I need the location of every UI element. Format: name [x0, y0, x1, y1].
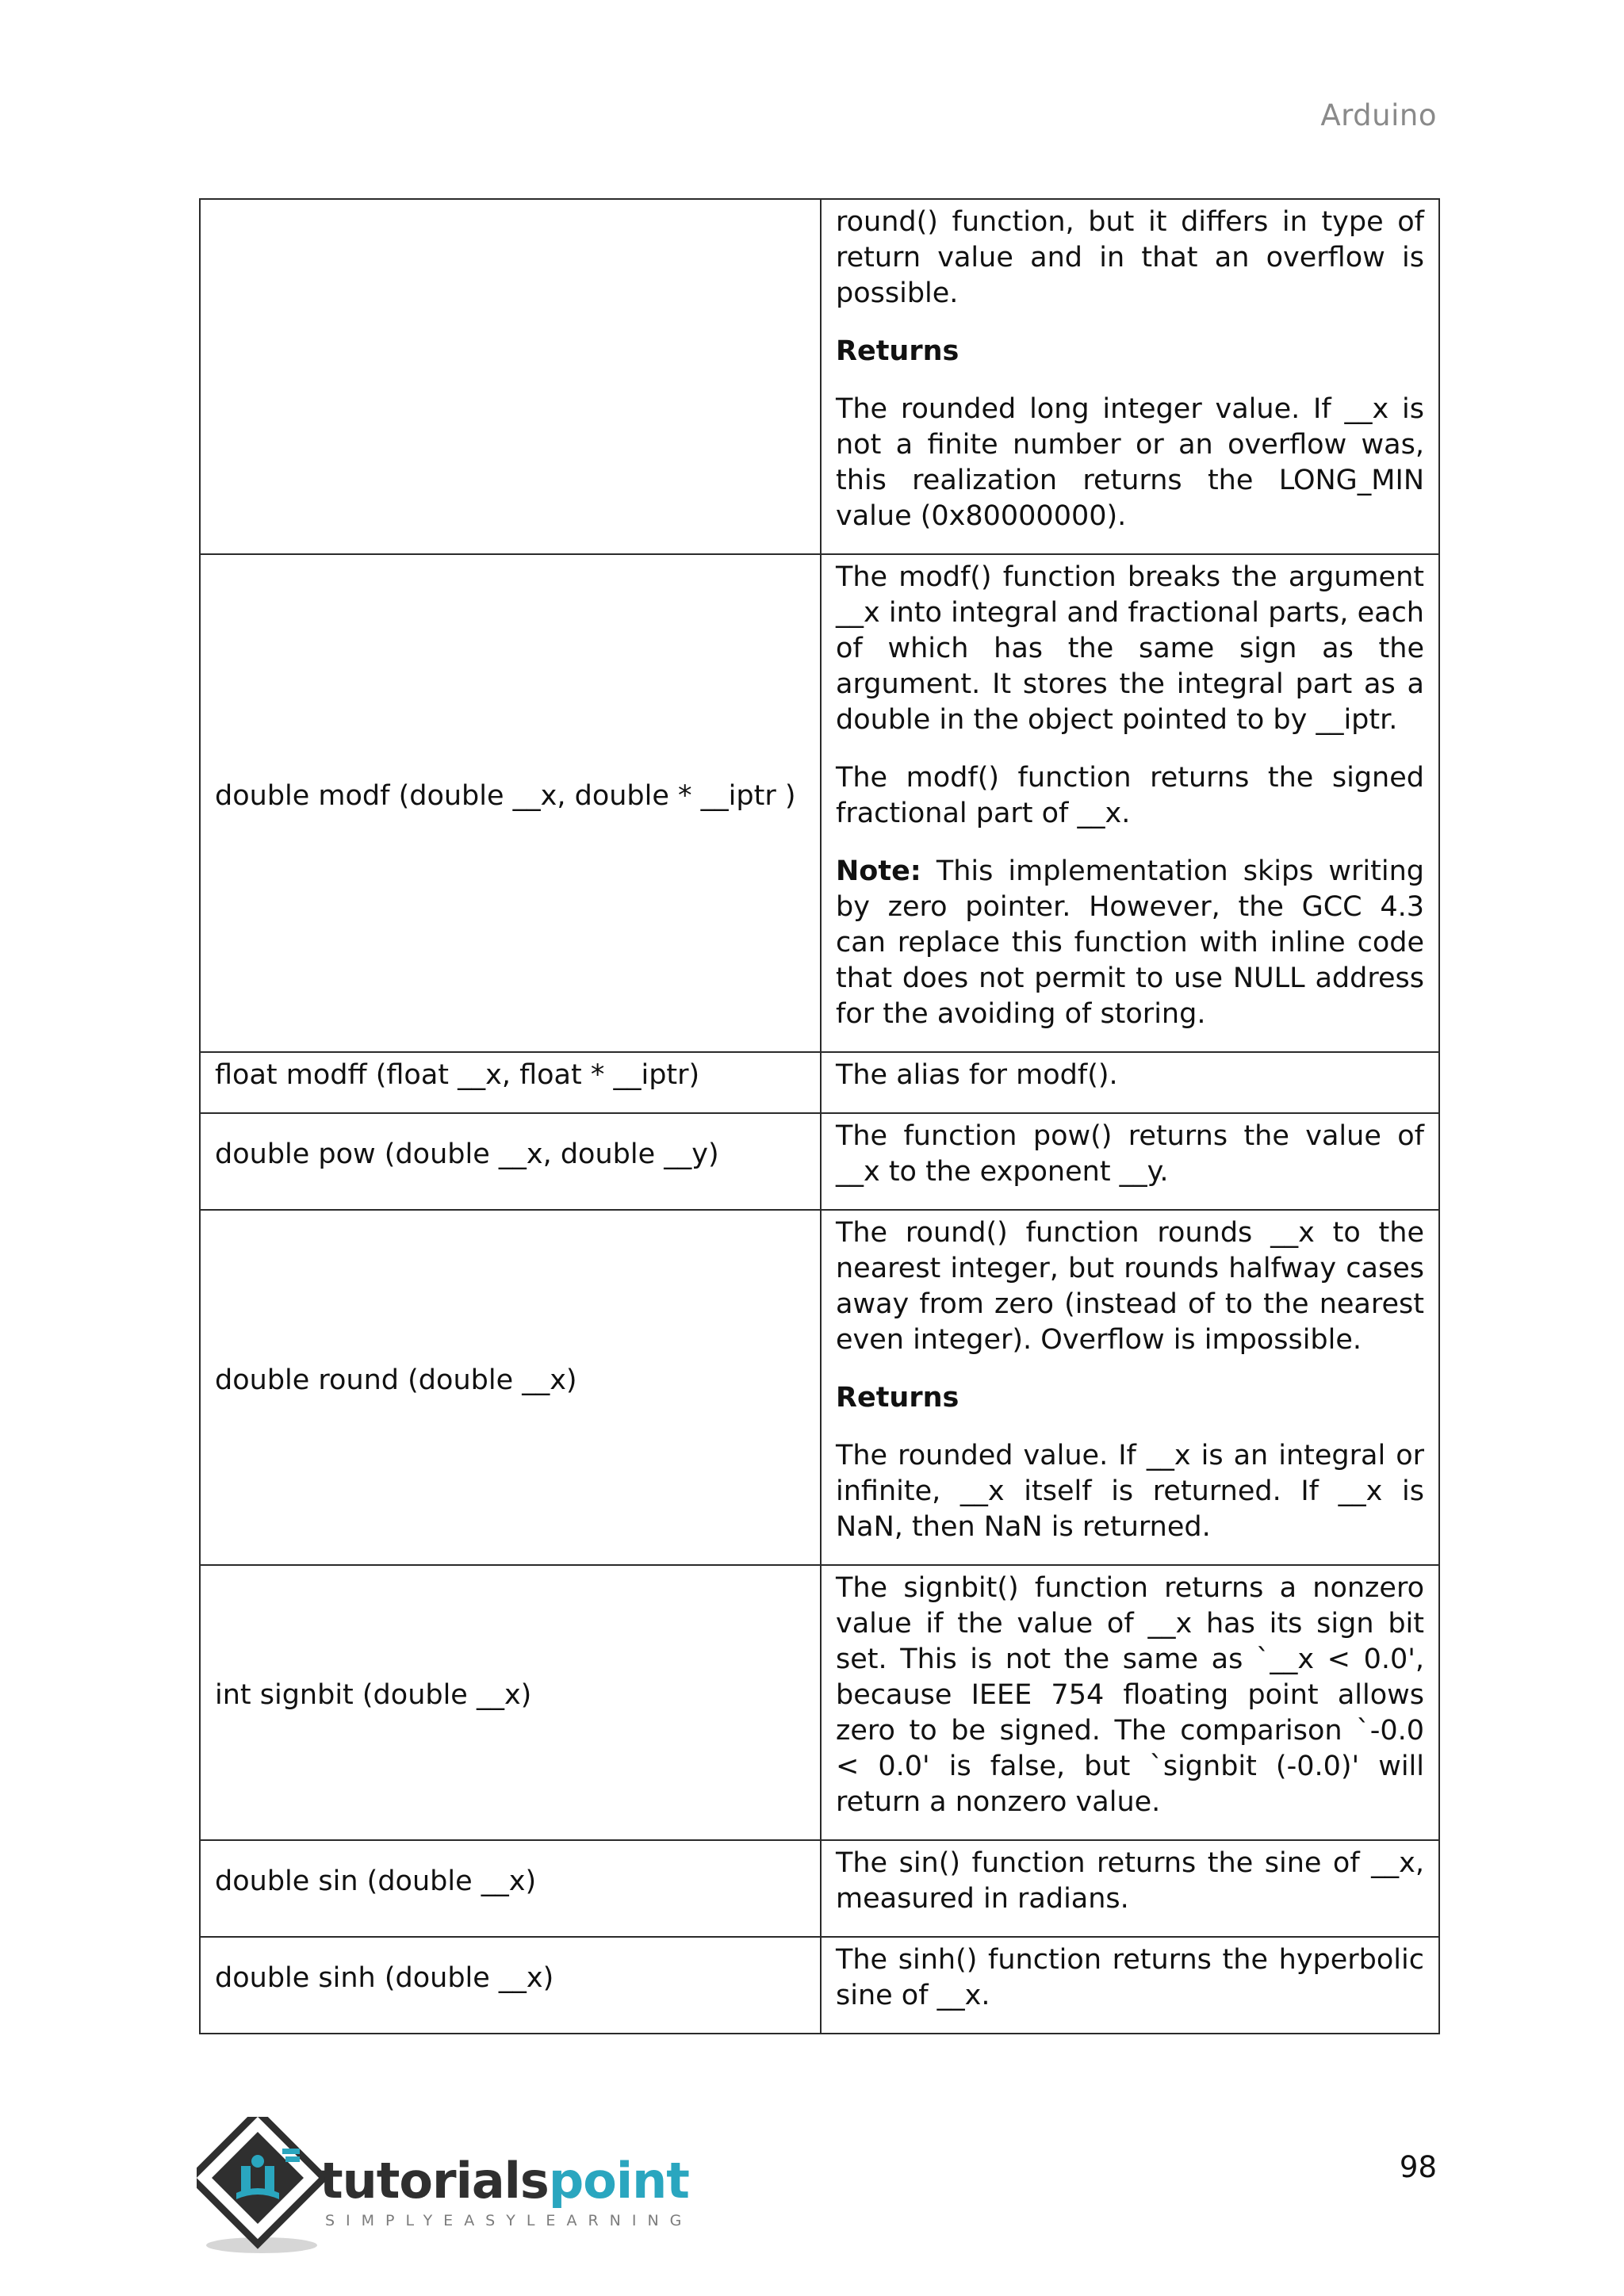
function-description-cell	[821, 1113, 1439, 1210]
function-signature: double modf (double __x, double * __iptr )	[215, 779, 796, 812]
function-description-cell	[821, 1210, 1439, 1565]
description-paragraph: The alias for modf().	[836, 1059, 1118, 1091]
function-signature-cell	[200, 1113, 821, 1210]
function-signature-cell	[200, 199, 821, 554]
function-table	[199, 198, 1440, 2034]
page-number: 98	[1399, 2150, 1437, 2184]
description-paragraph: The rounded value. If __x is an integral or infinite, __x itself is returned. If __x is NaN, then NaN is returned.	[836, 1440, 1424, 1543]
function-signature-cell	[200, 1937, 821, 2034]
function-signature-cell	[200, 1565, 821, 1840]
description-paragraph: The signbit() function returns a nonzero value if the value of __x has its sign bit set. This is not the same as `__x < 0.0', because IEEE 754 floating point allows zero to be signed. The comparison `-0.0 < 0.0' is false, but `signbit (-0.0)' will return a nonzero value.	[836, 1572, 1424, 1818]
table-row	[200, 199, 1439, 554]
note-label: Note:	[836, 855, 921, 887]
description-paragraph: The round() function rounds __x to the nearest integer, but rounds halfway cases away from zero (instead of to the nearest even integer). Overflow is impossible.	[836, 1217, 1424, 1356]
table-row	[200, 1052, 1439, 1113]
tutorialspoint-diamond-logo-icon	[197, 2117, 331, 2260]
table-row	[200, 1565, 1439, 1840]
table-row	[200, 554, 1439, 1052]
function-signature: double pow (double __x, double __y)	[215, 1138, 719, 1170]
description-paragraph: The modf() function returns the signed fractional part of __x.	[836, 762, 1424, 829]
description-paragraph: The sinh() function returns the hyperbolic sine of __x.	[836, 1944, 1424, 2011]
function-signature-cell	[200, 1052, 821, 1113]
function-signature: float modff (float __x, float * __iptr)	[215, 1059, 700, 1091]
function-signature-cell	[200, 554, 821, 1052]
function-signature: double sinh (double __x)	[215, 1961, 554, 1994]
function-description-cell	[821, 1052, 1439, 1113]
description-paragraph: The sin() function returns the sine of __x, measured in radians.	[836, 1847, 1424, 1915]
function-signature-cell	[200, 1840, 821, 1937]
table-row	[200, 1840, 1439, 1937]
function-signature-cell	[200, 1210, 821, 1565]
function-signature: double sin (double __x)	[215, 1865, 537, 1897]
running-header: Arduino	[1320, 98, 1437, 132]
function-description-cell	[821, 554, 1439, 1052]
function-description-cell	[821, 199, 1439, 554]
logo-wordmark: tutorialspoint	[320, 2152, 689, 2210]
logo-tagline: SIMPLYEASYLEARNING	[325, 2212, 693, 2229]
description-paragraph	[836, 854, 1424, 1032]
function-description-cell	[821, 1840, 1439, 1937]
returns-heading: Returns	[836, 335, 959, 367]
function-description-cell	[821, 1565, 1439, 1840]
tutorialspoint-logo	[197, 2117, 693, 2260]
function-signature: int signbit (double __x)	[215, 1679, 532, 1711]
table-row	[200, 1210, 1439, 1565]
table-row	[200, 1113, 1439, 1210]
description-paragraph: The rounded long integer value. If __x is not a finite number or an overflow was, this realization returns the LONG_MIN value (0x80000000).	[836, 393, 1424, 532]
function-signature: double round (double __x)	[215, 1364, 577, 1396]
note-text: This implementation skips writing by zero pointer. However, the GCC 4.3 can replace this function with inline code that does not permit to use NULL address for the avoiding of storing.	[836, 855, 1424, 1030]
description-paragraph: The modf() function breaks the argument __x into integral and fractional parts, each of which has the same sign as the argument. It stores the integral part as a double in the object pointed to by __iptr.	[836, 561, 1424, 736]
returns-heading: Returns	[836, 1382, 959, 1414]
description-paragraph: The function pow() returns the value of __x to the exponent __y.	[836, 1120, 1424, 1188]
function-description-cell	[821, 1937, 1439, 2034]
table-row	[200, 1937, 1439, 2034]
description-paragraph: round() function, but it differs in type of return value and in that an overflow is possible.	[836, 206, 1424, 309]
